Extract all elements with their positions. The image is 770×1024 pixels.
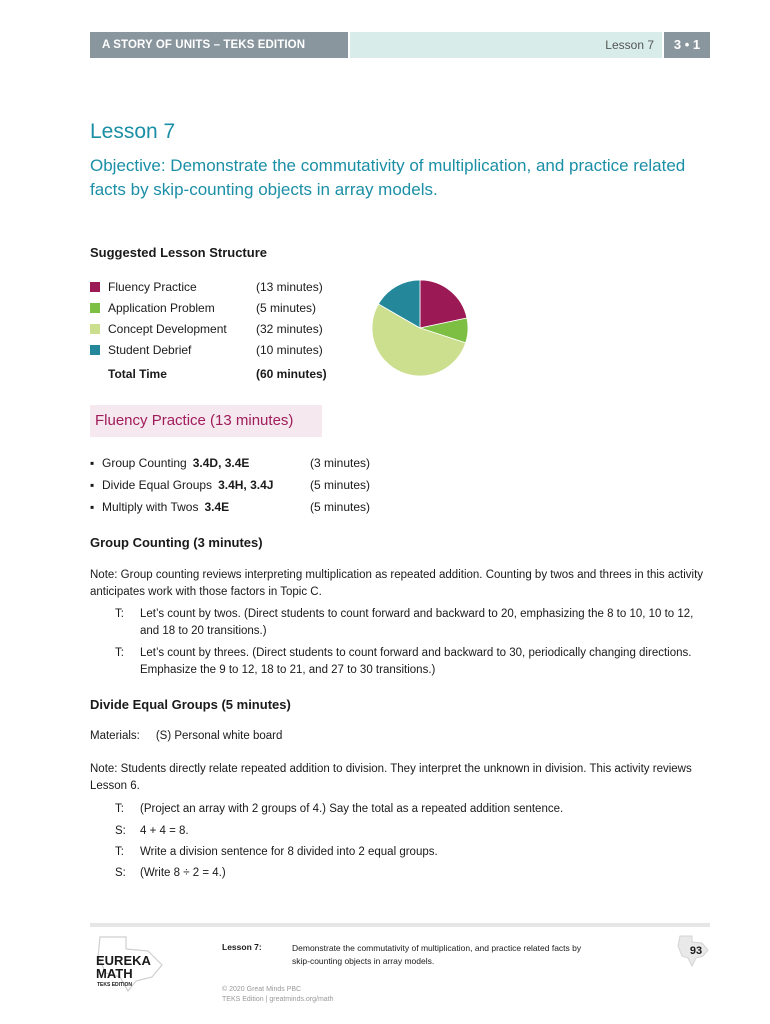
divide-groups-heading: Divide Equal Groups (5 minutes) (90, 697, 291, 712)
total-time-label: Total Time (108, 367, 167, 381)
divide-groups-note: Note: Students directly relate repeated addition to division. They interpret the unknown in division. This activity reviews Lesson 6. (90, 763, 692, 792)
bullet-icon: ▪ (90, 478, 95, 492)
footer-lesson-label: Lesson 7: (222, 942, 262, 952)
total-time-duration: (60 minutes) (256, 367, 327, 381)
module-badge: 3 • 1 (664, 32, 710, 58)
speaker: T: (115, 647, 124, 659)
edition-line: TEKS Edition | greatminds.org/math (222, 996, 334, 1003)
fluency-swatch (90, 282, 100, 292)
speaker: S: (115, 825, 126, 837)
dialogue-line (115, 865, 710, 882)
bullet-icon: ▪ (90, 456, 95, 470)
structure-item-label: Student Debrief (108, 343, 192, 357)
lesson-title: Lesson 7 (90, 120, 176, 143)
activity-name: Multiply with Twos (102, 500, 199, 514)
structure-item-duration: (13 minutes) (256, 280, 323, 294)
structure-item-label: Concept Development (108, 322, 227, 336)
fluency-activity (90, 476, 390, 494)
dialogue-text: (Write 8 ÷ 2 = 4.) (140, 867, 226, 879)
group-counting-heading: Group Counting (3 minutes) (90, 535, 263, 550)
activity-name: Divide Equal Groups (102, 478, 213, 492)
series-banner: A STORY OF UNITS – TEKS EDITION (90, 32, 348, 58)
structure-item-duration: (10 minutes) (256, 343, 323, 357)
objective: Objective: Demonstrate the commutativity of multiplication, and practice related facts by skip-counting objects in array models. (90, 156, 686, 199)
application-swatch (90, 303, 100, 313)
footer-copyright (222, 985, 334, 1005)
speaker: T: (115, 608, 124, 620)
fluency-heading: Fluency Practice (13 minutes) (95, 412, 294, 429)
copyright-line: © 2020 Great Minds PBC (222, 986, 302, 993)
dialogue-text: (Project an array with 2 groups of 4.) Say the total as a repeated addition sentence. (140, 803, 564, 815)
fluency-activity (90, 454, 390, 472)
logo-text-eureka: EUREKA (96, 953, 151, 968)
activity-duration: (5 minutes) (310, 478, 371, 492)
dialogue-line (115, 645, 710, 679)
activity-duration: (3 minutes) (310, 456, 371, 470)
fluency-activity (90, 498, 390, 516)
activity-teks: 3.4D, 3.4E (192, 456, 250, 470)
speaker: T: (115, 846, 124, 858)
logo-text-edition: TEKS EDITION (97, 982, 133, 988)
dialogue-line (115, 606, 710, 640)
structure-item-label: Application Problem (108, 301, 215, 315)
concept-swatch (90, 324, 100, 334)
footer-divider (90, 923, 710, 927)
activity-name: Group Counting (102, 456, 187, 470)
speaker: T: (115, 803, 124, 815)
eureka-math-logo (92, 933, 166, 993)
dialogue-text: Write a division sentence for 8 divided into 2 equal groups. (140, 846, 438, 858)
dialogue-line (115, 844, 710, 861)
activity-teks: 3.4H, 3.4J (218, 478, 274, 492)
lesson-structure-pie (370, 278, 470, 378)
structure-heading: Suggested Lesson Structure (90, 245, 267, 260)
activity-duration: (5 minutes) (310, 500, 371, 514)
header-lesson: Lesson 7 (350, 32, 662, 58)
activity-teks: 3.4E (204, 500, 230, 514)
debrief-swatch (90, 345, 100, 355)
footer-description: Demonstrate the commutativity of multiplication, and practice related facts by skip-counting objects in array models. (292, 943, 582, 966)
page-number: 93 (689, 945, 703, 957)
dialogue-line (115, 823, 710, 840)
group-counting-note: Note: Group counting reviews interpreting multiplication as repeated addition. Counting by twos and threes in this activity anticipates work with those factors in Topic C. (90, 569, 704, 598)
logo-text-math: MATH (96, 966, 133, 981)
bullet-icon: ▪ (90, 500, 95, 514)
speaker: S: (115, 867, 126, 879)
structure-item-duration: (5 minutes) (256, 301, 317, 315)
dialogue-line (115, 801, 710, 818)
dialogue-text: Let’s count by threes. (Direct students to count forward and backward to 30, periodically changing directions. Emphasize the 9 to 12, 18 to 21, and 27 to 30 transitions.) (140, 647, 692, 676)
dialogue-text: Let’s count by twos. (Direct students to count forward and backward to 20, emphasizing the 8 to 10, 10 to 12, and 18 to 20 transitions.) (140, 608, 694, 637)
dialogue-text: 4 + 4 = 8. (140, 825, 189, 837)
structure-item-duration: (32 minutes) (256, 322, 323, 336)
structure-item-label: Fluency Practice (108, 280, 197, 294)
materials-line: Materials: (S) Personal white board (90, 730, 283, 742)
